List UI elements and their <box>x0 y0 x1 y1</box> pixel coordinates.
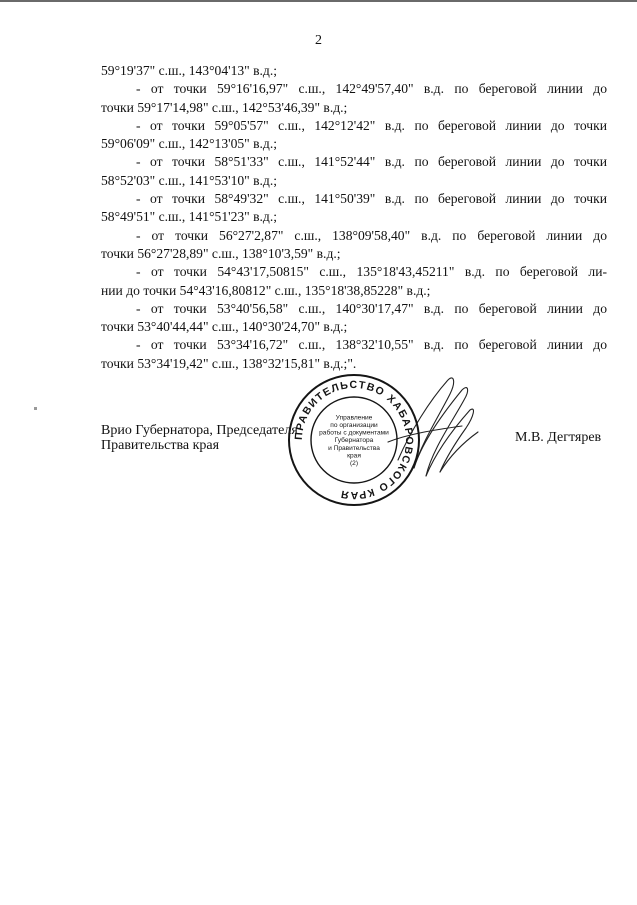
page-number: 2 <box>315 33 322 48</box>
official-seal <box>286 372 422 508</box>
seal-center-line: работы с документами <box>319 429 389 437</box>
text-line: - от точки 59°05'57" с.ш., 142°12'42" в.д. по береговой линии до точки <box>136 117 607 133</box>
seal-center-line: края <box>347 452 361 460</box>
text-line: 59°19'37" с.ш., 143°04'13" в.д.; <box>101 63 278 78</box>
seal-center-line: (2) <box>349 460 359 467</box>
text-line: нии до точки 54°43'16,80812" с.ш., 135°18'38,85228" в.д.; <box>101 282 431 298</box>
text-line: - от точки 53°40'56,58" с.ш., 140°30'17,47" в.д. по береговой линии до <box>136 300 607 316</box>
text-line: - от точки 58°51'33" с.ш., 141°52'44" в.д. по береговой линии до точки <box>136 154 607 170</box>
scan-speck <box>34 407 37 410</box>
seal-center-line: Губернатора <box>334 437 374 445</box>
text-line: точки 53°40'44,44" с.ш., 140°30'24,70" в.д.; <box>101 319 348 335</box>
text-line: - от точки 56°27'2,87" с.ш., 138°09'58,40" в.д. по береговой линии до <box>136 227 607 243</box>
seal-center-line: по организации <box>330 422 378 429</box>
page-top-border <box>0 0 637 2</box>
text-line: 58°49'51" с.ш., 141°51'23" в.д.; <box>101 209 278 225</box>
svg-text:ПРАВИТЕЛЬСТВО ХАБАРОВСКОГО КРА: ПРАВИТЕЛЬСТВО ХАБАРОВСКОГО КРАЯ <box>292 378 416 502</box>
text-line: точки 59°17'14,98" с.ш., 142°53'46,39" в.д.; <box>101 99 348 115</box>
text-line: - от точки 59°16'16,97" с.ш., 142°49'57,40" в.д. по береговой линии до <box>136 81 607 97</box>
text-line: - от точки 58°49'32" с.ш., 141°50'39" в.д. по береговой линии до точки <box>136 191 607 207</box>
text-line: - от точки 54°43'17,50815" с.ш., 135°18'43,45211" в.д. по береговой ли- <box>136 264 607 280</box>
coordinates-list <box>101 62 607 373</box>
signatory-name: М.В. Дегтярев <box>515 430 602 445</box>
text-line: 58°52'03" с.ш., 141°53'10" в.д.; <box>101 172 278 188</box>
text-line: - от точки 53°34'16,72" с.ш., 138°32'10,55" в.д. по береговой линии до <box>136 337 607 353</box>
signatory-position-line: Правительства края <box>101 438 220 453</box>
text-line: точки 53°34'19,42" с.ш., 138°32'15,81" в.д.;". <box>101 355 357 371</box>
text-line: 59°06'09" с.ш., 142°13'05" в.д.; <box>101 136 278 152</box>
signatory-position-line: Врио Губернатора, Председателя <box>101 423 298 438</box>
text-line: точки 56°27'28,89" с.ш., 138°10'3,59" в.д.; <box>101 245 341 261</box>
seal-center-line: Управление <box>335 414 373 422</box>
seal-center-line: и Правительства <box>328 444 380 452</box>
signatory-position <box>101 423 298 453</box>
